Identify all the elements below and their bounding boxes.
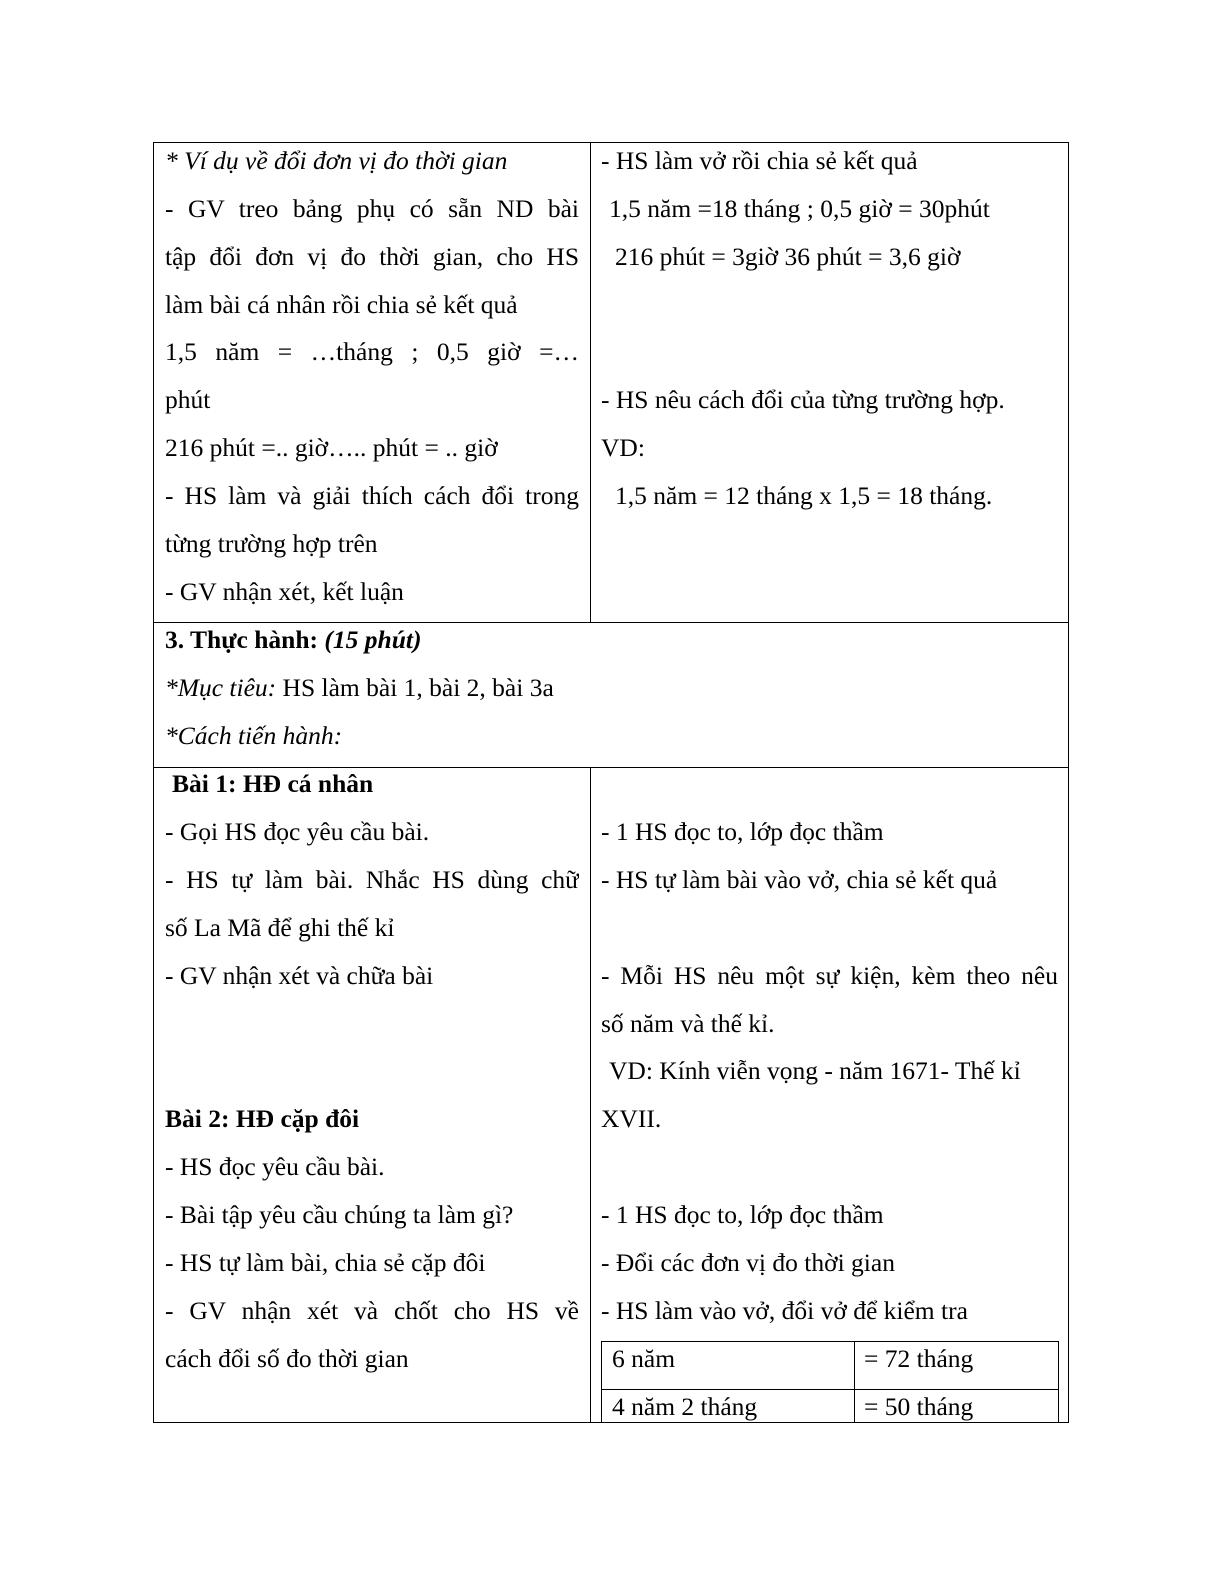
- text-line: 1,5 năm = …tháng ; 0,5 giờ =…: [165, 337, 579, 366]
- text-line: - 1 HS đọc to, lớp đọc thầm: [601, 1200, 884, 1229]
- section-title-label: 3. Thực hành:: [165, 625, 319, 654]
- table-cell: 6 năm: [612, 1344, 676, 1373]
- text-line: số La Mã để ghi thế kỉ: [165, 913, 395, 942]
- text-line: - HS nêu cách đổi của từng trường hợp.: [601, 385, 1005, 414]
- example-heading: * Ví dụ về đổi đơn vị đo thời gian: [165, 146, 508, 175]
- text-line: - GV nhận xét và chữa bài: [165, 961, 434, 990]
- table-cell: = 50 tháng: [864, 1392, 974, 1421]
- text-line: 1,5 năm =18 tháng ; 0,5 giờ = 30phút: [609, 194, 990, 223]
- text-line: - HS tự làm bài, chia sẻ cặp đôi: [165, 1248, 486, 1277]
- table-cell: 4 năm 2 tháng: [612, 1392, 758, 1421]
- text-line: phút: [165, 385, 211, 414]
- exercise-1-heading: Bài 1: HĐ cá nhân: [172, 769, 374, 798]
- conversion-table: [601, 1341, 1059, 1423]
- text-line: - GV treo bảng phụ có sẵn ND bài: [165, 194, 579, 223]
- text-line: - HS làm vở rồi chia sẻ kết quả: [601, 146, 918, 175]
- table-column-divider: [854, 1342, 855, 1423]
- text-line: - Mỗi HS nêu một sự kiện, kèm theo nêu: [601, 961, 1058, 990]
- table-cell: = 72 tháng: [864, 1344, 974, 1373]
- text-line: XVII.: [601, 1104, 662, 1133]
- text-line: tập đổi đơn vị đo thời gian, cho HS: [165, 242, 579, 271]
- text-line: - GV nhận xét, kết luận: [165, 577, 404, 606]
- text-line: - HS tự làm bài vào vở, chia sẻ kết quả: [601, 865, 998, 894]
- text-line: - 1 HS đọc to, lớp đọc thầm: [601, 817, 884, 846]
- objective-text: HS làm bài 1, bài 2, bài 3a: [276, 673, 554, 702]
- objective-label: *Mục tiêu:: [165, 673, 277, 702]
- text-line: VD: Kính viễn vọng - năm 1671- Thế kỉ: [609, 1056, 1021, 1085]
- procedure-label: *Cách tiến hành:: [165, 721, 343, 750]
- text-line: - HS đọc yêu cầu bài.: [165, 1152, 385, 1181]
- column-divider: [590, 767, 591, 1423]
- text-line: số năm và thế kỉ.: [601, 1009, 775, 1038]
- exercise-2-heading: Bài 2: HĐ cặp đôi: [165, 1104, 360, 1133]
- text-line: 216 phút = 3giờ 36 phút = 3,6 giờ: [615, 242, 961, 271]
- text-line: - HS tự làm bài. Nhắc HS dùng chữ: [165, 865, 579, 894]
- text-line: - Đổi các đơn vị đo thời gian: [601, 1248, 895, 1277]
- text-line: - GV nhận xét và chốt cho HS về: [165, 1296, 579, 1325]
- text-line: 1,5 năm = 12 tháng x 1,5 = 18 tháng.: [615, 481, 993, 510]
- section-title: [165, 616, 421, 664]
- text-line: 216 phút =.. giờ….. phút = .. giờ: [165, 433, 498, 462]
- text-line: - Gọi HS đọc yêu cầu bài.: [165, 817, 430, 846]
- text-line: - HS làm và giải thích cách đổi trong: [165, 481, 579, 510]
- text-line: cách đổi số đo thời gian: [165, 1344, 409, 1373]
- text-line: từng trường hợp trên: [165, 529, 378, 558]
- text-line: - Bài tập yêu cầu chúng ta làm gì?: [165, 1200, 514, 1229]
- text-line: - HS làm vào vở, đổi vở để kiểm tra: [601, 1296, 968, 1325]
- column-divider: [590, 143, 591, 622]
- text-line: VD:: [601, 433, 645, 462]
- text-line: làm bài cá nhân rồi chia sẻ kết quả: [165, 290, 518, 319]
- section-title-time: (15 phút): [324, 625, 422, 654]
- lesson-plan-table: [153, 142, 1069, 1423]
- objective-line: [165, 664, 554, 712]
